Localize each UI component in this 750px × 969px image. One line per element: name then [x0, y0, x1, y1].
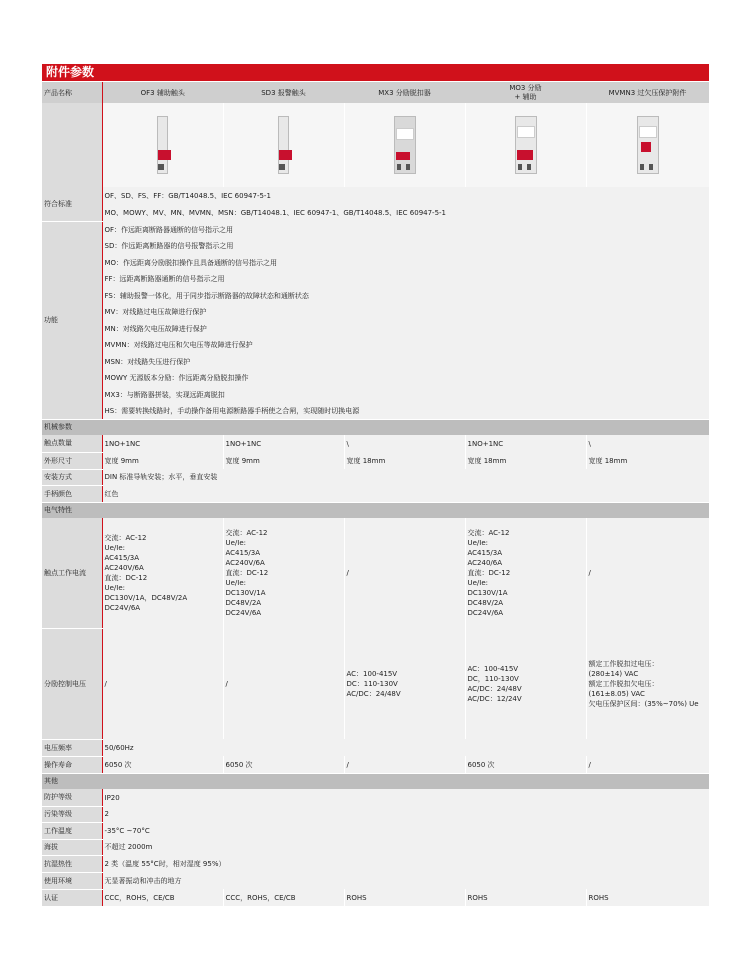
row-label: 操作寿命: [42, 756, 102, 773]
cell: /: [102, 628, 223, 739]
sd3-product-image: [223, 103, 344, 187]
function-line: MX3：与断路器拼装，实现远距离脱扣: [102, 386, 709, 403]
function-line: MN：对线路欠电压故障进行保护: [102, 320, 709, 337]
cell: 交流：AC-12 Ue/Ie: AC415/3A AC240/6A 直流：DC-12 Ue/Ie: DC130V/1A DC48V/2A DC24V/6A: [465, 518, 586, 628]
cell: IP20: [102, 789, 709, 806]
product-name: MO3 分励 + 辅助: [465, 82, 586, 103]
function-line: MVMN：对线路过电压和欠电压等故障进行保护: [102, 337, 709, 353]
header-row: [42, 82, 709, 103]
cell: \: [344, 435, 465, 452]
cell: AC：100-415V DC，110-130V AC/DC：24/48V AC/DC：12/24V: [465, 628, 586, 739]
section-header-row: [42, 773, 709, 789]
row-label: 防护等级: [42, 789, 102, 806]
cell: 1NO+1NC: [465, 435, 586, 452]
cell: 宽度 18mm: [586, 452, 709, 469]
temperature-row: [42, 822, 709, 839]
cell: 红色: [102, 485, 709, 502]
standards-line: MO、MOWY、MV、MN、MVMN、MSN：GB/T14048.1、IEC 60947-1、GB/T14048.5、IEC 60947-5-1: [102, 204, 709, 221]
cell: 无显著振动和冲击的地方: [102, 872, 709, 889]
cell: ROHS: [344, 889, 465, 906]
product-name: SD3 报警触头: [223, 82, 344, 103]
section-header-row: [42, 419, 709, 435]
cell: AC：100-415V DC：110-130V AC/DC：24/48V: [344, 628, 465, 739]
cell: /: [586, 518, 709, 628]
mechanical-section-title: 机械参数: [42, 419, 709, 435]
function-line: HS：需要转换线路时，手动操作备用电源断路器手柄使之合闸，实现随时切换电源: [102, 403, 709, 419]
function-line: OF：作远距离断路器通断的信号指示之用: [102, 221, 709, 238]
cell: /: [223, 628, 344, 739]
cell: ROHS: [586, 889, 709, 906]
other-section-title: 其他: [42, 773, 709, 789]
function-line: SD：作远距离断路器的信号报警指示之用: [102, 238, 709, 254]
mo3-product-image: [465, 103, 586, 187]
standards-label: 符合标准: [42, 187, 102, 221]
function-row: [42, 221, 709, 238]
function-row: [42, 353, 709, 370]
cell: -35°C ~70°C: [102, 822, 709, 839]
function-row: [42, 238, 709, 254]
cell: 6050 次: [102, 756, 223, 773]
accessory-spec-table: [42, 82, 710, 907]
mounting-row: [42, 469, 709, 485]
standards-row: [42, 187, 709, 204]
cell: CCC，ROHS，CE/CB: [223, 889, 344, 906]
product-name: MX3 分励脱扣器: [344, 82, 465, 103]
cell: 6050 次: [465, 756, 586, 773]
cell: 2 类（温度 55°C时，相对湿度 95%）: [102, 855, 709, 872]
product-name: OF3 辅助触头: [102, 82, 223, 103]
image-row-label: [42, 103, 102, 187]
protection-row: [42, 789, 709, 806]
cell: 不超过 2000m: [102, 839, 709, 855]
frequency-row: [42, 739, 709, 756]
cell: \: [586, 435, 709, 452]
function-row: [42, 320, 709, 337]
contact-current-row: [42, 518, 709, 628]
handle-color-row: [42, 485, 709, 502]
cell: ROHS: [465, 889, 586, 906]
function-row: [42, 254, 709, 271]
cell: 宽度 9mm: [102, 452, 223, 469]
mx3-product-image: [344, 103, 465, 187]
standards-line: OF、SD、FS、FF：GB/T14048.5、IEC 60947-5-1: [102, 187, 709, 204]
cell: /: [344, 756, 465, 773]
cell: /: [586, 756, 709, 773]
dimension-row: [42, 452, 709, 469]
function-row: [42, 287, 709, 304]
row-label: 外形尺寸: [42, 452, 102, 469]
environment-row: [42, 872, 709, 889]
function-line: MO：作远距离分励脱扣操作且具备通断的信号指示之用: [102, 254, 709, 271]
cell: CCC，ROHS，CE/CB: [102, 889, 223, 906]
function-row: [42, 304, 709, 320]
function-row: [42, 271, 709, 287]
function-row: [42, 386, 709, 403]
operation-life-row: [42, 756, 709, 773]
cell: 宽度 18mm: [465, 452, 586, 469]
row-label: 工作温度: [42, 822, 102, 839]
cell: 50/60Hz: [102, 739, 709, 756]
cell: 1NO+1NC: [102, 435, 223, 452]
cell: 宽度 18mm: [344, 452, 465, 469]
cell: 交流：AC-12 Ue/Ie: AC415/3A AC240V/6A 直流：DC-12 Ue/Ie: DC130V/1A，DC48V/2A DC24V/6A: [102, 518, 223, 628]
altitude-row: [42, 839, 709, 855]
row-label: 认证: [42, 889, 102, 906]
function-line: MSN：对线路失压进行保护: [102, 353, 709, 370]
cell: 交流：AC-12 Ue/Ie: AC415/3A AC240V/6A 直流：DC-12 Ue/Ie: DC130V/1A DC48V/2A DC24V/6A: [223, 518, 344, 628]
shunt-voltage-row: [42, 628, 709, 739]
section-title: 附件参数: [42, 64, 709, 81]
electrical-section-title: 电气特性: [42, 502, 709, 518]
mvmn3-product-image: [586, 103, 709, 187]
function-line: MV：对线路过电压故障进行保护: [102, 304, 709, 320]
standards-row: [42, 204, 709, 221]
function-row: [42, 370, 709, 386]
section-header-row: [42, 502, 709, 518]
cell: 1NO+1NC: [223, 435, 344, 452]
row-label: 污染等级: [42, 806, 102, 822]
cell: 额定工作脱扣过电压： (280±14) VAC 额定工作脱扣欠电压： (161±8.05) VAC 欠电压保护区间：(35%~70%) Ue: [586, 628, 709, 739]
header-label: 产品名称: [42, 82, 102, 103]
row-label: 触点数量: [42, 435, 102, 452]
cell: /: [344, 518, 465, 628]
contacts-row: [42, 435, 709, 452]
row-label: 使用环境: [42, 872, 102, 889]
function-line: MOWY 无源版本分励：作远距离分励脱扣操作: [102, 370, 709, 386]
cell: 宽度 9mm: [223, 452, 344, 469]
certification-row: [42, 889, 709, 906]
pollution-row: [42, 806, 709, 822]
cell: DIN 标准导轨安装；水平，垂直安装: [102, 469, 709, 485]
row-label: 手柄颜色: [42, 485, 102, 502]
row-label: 分励控制电压: [42, 628, 102, 739]
image-row: [42, 103, 709, 187]
function-row: [42, 337, 709, 353]
of3-product-image: [102, 103, 223, 187]
function-row: [42, 403, 709, 419]
cell: 6050 次: [223, 756, 344, 773]
row-label: 安装方式: [42, 469, 102, 485]
product-name: MVMN3 过欠压保护附件: [586, 82, 709, 103]
humidity-row: [42, 855, 709, 872]
row-label: 海拔: [42, 839, 102, 855]
row-label: 抗湿热性: [42, 855, 102, 872]
row-label: 触点工作电流: [42, 518, 102, 628]
function-label: 功能: [42, 221, 102, 419]
cell: 2: [102, 806, 709, 822]
row-label: 电压频率: [42, 739, 102, 756]
function-line: FF：远距离断路器通断的信号指示之用: [102, 271, 709, 287]
function-line: FS：辅助报警一体化，用于同步指示断路器的故障状态和通断状态: [102, 287, 709, 304]
